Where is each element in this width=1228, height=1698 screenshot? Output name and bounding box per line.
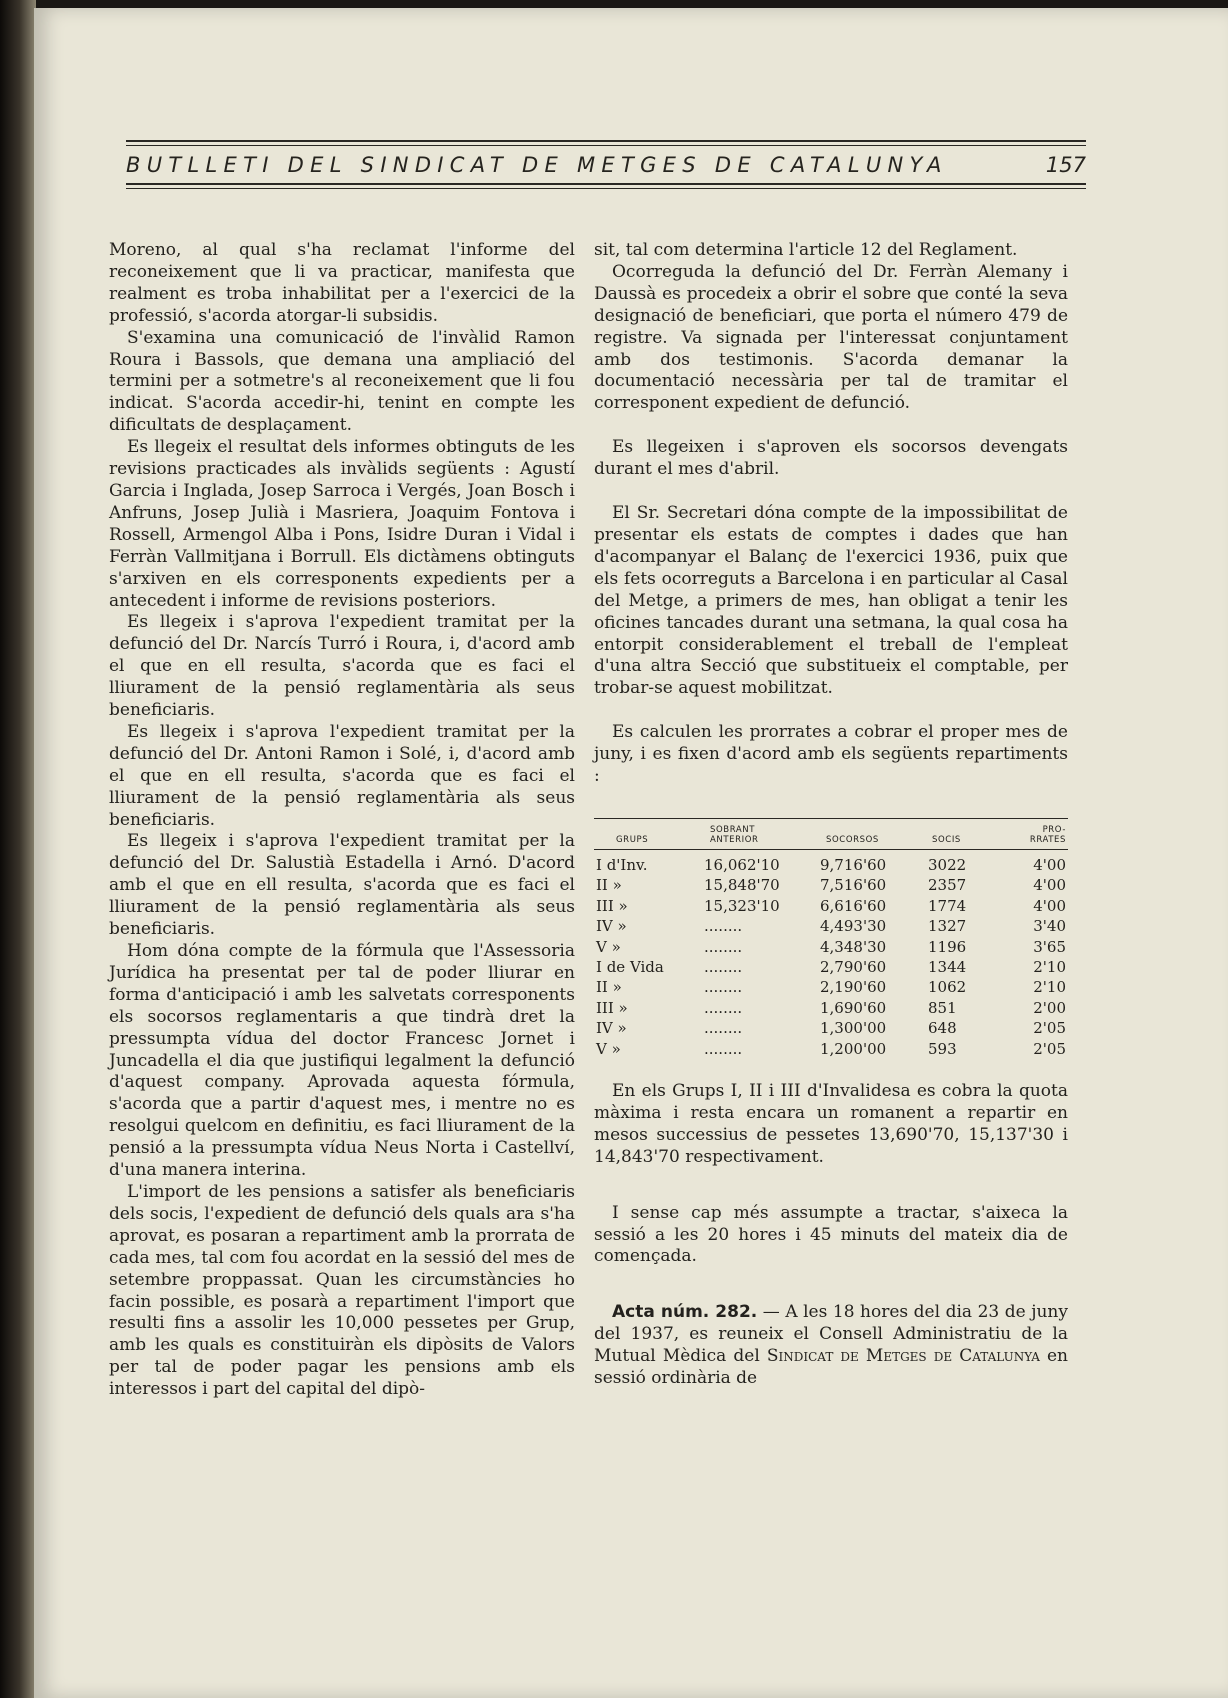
table-row [594, 998, 1068, 1018]
cell-prorrata: 3'65 [1033, 937, 1066, 956]
cell-grup: I d'Inv. [596, 855, 648, 874]
cell-prorrata: 2'10 [1033, 957, 1066, 976]
header-rule-bottom-thin [126, 188, 1086, 189]
cell-sobrant-anterior: 15,323'10 [704, 896, 780, 915]
cell-sobrant-anterior: 15,848'70 [704, 876, 780, 895]
header-socorsos: SOCORSOS [812, 818, 920, 849]
cell-socis: 1774 [928, 896, 967, 915]
acta-label: Acta núm. 282. [612, 1302, 758, 1323]
right-column [594, 240, 1068, 1390]
cell-sobrant-anterior: 16,062'10 [704, 855, 780, 874]
left-paragraph: Es llegeix i s'aprova l'expedient tramitat per la defunció del Dr. Salustià Estadella i Arnó. D'acord amb el que en ell resulta, s'acorda que es faci el lliurament de la pensió reglamentària als seus beneficiaris. [109, 831, 575, 940]
cell-socis: 1062 [928, 978, 967, 997]
left-paragraph: L'import de les pensions a satisfer als beneficiaris dels socis, l'expedient de defunció dels quals ara s'ha aprovat, es posaran a repartiment amb la prorrata de cada mes, tal com fou acordat en la sessió del mes de setembre proppassat. Quan les circumstàncies ho facin possible, es posarà a repartiment l'import que resulti fins a assolir les 10,000 pessetes per Grup, amb les quals es constituiràn els dipòsits de Valors per tal de poder pagar les pensions amb els interessos i part del capital del dipò- [109, 1181, 575, 1400]
header-grups: GRUPS [594, 818, 702, 849]
cell-prorrata: 4'00 [1033, 855, 1066, 874]
cell-prorrata: 2'00 [1033, 998, 1066, 1017]
cell-socorsos: 2,790'60 [820, 957, 887, 976]
left-paragraph: Es llegeix i s'aprova l'expedient tramitat per la defunció del Dr. Antoni Ramon i Solé, i, d'acord amb el que en ell resulta, s'acorda que es faci el lliurament de la pensió reglamentària als seus beneficiaris. [109, 721, 575, 830]
header-rule-bottom [126, 183, 1086, 185]
header-sobrant-anterior: SOBRANT ANTERIOR [702, 818, 812, 849]
header-socis: SOCIS [920, 818, 1000, 849]
left-paragraph: Moreno, al qual s'ha reclamat l'informe del reconeixement que li va practicar, manifesta que realment es troba inhabilitat per a l'exercici de la professió, s'acorda atorgar-li subsidis. [109, 240, 575, 326]
left-paragraph: Es llegeix i s'aprova l'expedient tramitat per la defunció del Dr. Narcís Turró i Roura, i, d'acord amb el que en ell resulta, s'acorda que es faci el lliurament de la pensió reglamentària als seus beneficiaris. [109, 612, 575, 721]
cell-socorsos: 9,716'60 [820, 855, 887, 874]
cell-socorsos: 4,348'30 [820, 937, 887, 956]
cell-sobrant-anterior: ........ [704, 957, 743, 976]
cell-socis: 1327 [928, 917, 967, 936]
page-number: 157 [1045, 153, 1086, 177]
table-row [594, 937, 1068, 957]
cell-grup: II » [596, 978, 622, 997]
table-header-row [594, 818, 1068, 849]
cell-socorsos: 7,516'60 [820, 876, 887, 895]
cell-grup: IV » [596, 1019, 627, 1038]
table-row [594, 896, 1068, 916]
cell-socorsos: 2,190'60 [820, 978, 887, 997]
table-row [594, 1039, 1068, 1059]
header-rule-top [126, 140, 1086, 142]
document-page [34, 8, 1228, 1698]
table-row [594, 977, 1068, 997]
cell-socorsos: 4,493'30 [820, 917, 887, 936]
cell-socis: 648 [928, 1019, 957, 1038]
cell-socorsos: 1,300'00 [820, 1019, 887, 1038]
table-row [594, 849, 1068, 875]
scan-binding-edge [0, 0, 36, 1698]
cell-grup: II » [596, 876, 622, 895]
cell-sobrant-anterior: ........ [704, 1019, 743, 1038]
cell-socis: 1196 [928, 937, 967, 956]
cell-grup: III » [596, 998, 628, 1017]
cell-sobrant-anterior: ........ [704, 917, 743, 936]
cell-sobrant-anterior: ........ [704, 998, 743, 1017]
cell-socis: 851 [928, 998, 957, 1017]
header-line [126, 146, 1086, 183]
acta-text-end: en sessió ordinària de [594, 1346, 1068, 1389]
cell-prorrata: 2'10 [1033, 978, 1066, 997]
right-paragraph: sit, tal com determina l'article 12 del Reglament. [594, 240, 1018, 260]
cell-sobrant-anterior: ........ [704, 1039, 743, 1058]
table-row [594, 1018, 1068, 1038]
acta-text: — A les 18 hores del dia 23 de juny del 1937, es reuneix el Consell Administratiu de la Mutual Mèdica del [594, 1302, 1068, 1367]
cell-prorrata: 4'00 [1033, 896, 1066, 915]
right-paragraph: Es calculen les prorrates a cobrar el proper mes de juny, i es fixen d'acord amb els següents repartiments : [594, 722, 1068, 787]
cell-sobrant-anterior: ........ [704, 978, 743, 997]
cell-grup: I de Vida [596, 957, 664, 976]
cell-socis: 593 [928, 1039, 957, 1058]
right-paragraph: En els Grups I, II i III d'Invalidesa es cobra la quota màxima i resta encara un romanent a repartir en mesos successius de pessetes 13,690'70, 15,137'30 i 14,843'70 respectivament. [594, 1081, 1068, 1167]
acta-paragraph [594, 1302, 1068, 1390]
cell-grup: III » [596, 896, 628, 915]
left-paragraph: Hom dóna compte de la fórmula que l'Assessoria Jurídica ha presentat per tal de poder lliurar en forma d'anticipació i amb les salvetats corresponents els socorsos reglamentaris a que tindrà dret la pressumpta vídua del doctor Francesc Jornet i Juncadella el dia que justifiqui legalment la defunció d'aquest company. Aprovada aquesta fórmula, s'acorda que a partir d'aquest mes, i mentre no es resolgui quelcom en definitiu, es faci lliurament de la pensió a la pressumpta vídua Neus Norta i Castellví, d'una manera interina. [109, 941, 575, 1181]
page-header [126, 140, 1086, 189]
cell-socis: 2357 [928, 876, 967, 895]
table-row [594, 875, 1068, 895]
cell-socorsos: 6,616'60 [820, 896, 887, 915]
left-paragraph: Es llegeix el resultat dels informes obtinguts de les revisions practicades als invàlids següents : Agustí Garcia i Inglada, Josep Sarroca i Vergés, Joan Bosch i Anfruns, Josep Julià i Masriera, Joaquim Fontova i Rossell, Armengol Alba i Pons, Isidre Duran i Vidal i Ferràn Vallmitjana i Borrull. Els dictàmens obtinguts s'arxiven en els corresponents expedients per a antecedent i informe de revisions posteriors. [109, 437, 575, 611]
cell-socis: 1344 [928, 957, 967, 976]
right-paragraph: Ocorreguda la defunció del Dr. Ferràn Alemany i Daussà es procedeix a obrir el sobre que conté la seva designació de beneficiari, que porta el número 479 de registre. Va signada per l'interessat conjuntament amb dos testimonis. S'acorda demanar la documentació necessària per tal de tramitar el corresponent expedient de defunció. [594, 261, 1068, 414]
header-prorrates: PRO- RRATES [1000, 818, 1068, 849]
cell-prorrata: 3'40 [1033, 917, 1066, 936]
cell-grup: IV » [596, 917, 627, 936]
cell-socorsos: 1,200'00 [820, 1039, 887, 1058]
cell-sobrant-anterior: ........ [704, 937, 743, 956]
right-paragraph: Es llegeixen i s'aproven els socorsos devengats durant el mes d'abril. [594, 437, 1068, 480]
cell-prorrata: 2'05 [1033, 1039, 1066, 1058]
left-paragraph: S'examina una comunicació de l'invàlid Ramon Roura i Bassols, que demana una ampliació del termini per a sotmetre's al reconeixement que li fou indicat. S'acorda accedir-hi, tenint en compte les dificultats de desplaçament. [109, 327, 575, 436]
cell-socis: 3022 [928, 855, 967, 874]
table-row [594, 916, 1068, 936]
right-paragraph: I sense cap més assumpte a tractar, s'aixeca la sessió a les 20 hores i 45 minuts del mateix dia de començada. [594, 1202, 1068, 1267]
left-column [109, 240, 575, 1401]
cell-prorrata: 4'00 [1033, 876, 1066, 895]
acta-organization: Sindicat de Metges de Catalunya [766, 1346, 1040, 1367]
cell-socorsos: 1,690'60 [820, 998, 887, 1017]
right-paragraph: El Sr. Secretari dóna compte de la impossibilitat de presentar els estats de comptes i dades que han d'acompanyar el Balanç de l'exercici 1936, puix que els fets ocorreguts a Barcelona i en particular al Casal del Metge, a primers de mes, han obligat a tenir les oficines tancades durant una setmana, la qual cosa ha entorpit considerablement el treball de l'empleat d'una altra Secció que substitueix el comptable, per trobar-se aquest mobilitzat. [594, 503, 1068, 699]
running-title: BUTLLETI DEL SINDICAT DE METGES DE CATALUNYA [126, 153, 948, 177]
table-row [594, 957, 1068, 977]
cell-grup: V » [596, 937, 621, 956]
cell-prorrata: 2'05 [1033, 1019, 1066, 1038]
prorrates-table [594, 818, 1068, 1059]
cell-grup: V » [596, 1039, 621, 1058]
